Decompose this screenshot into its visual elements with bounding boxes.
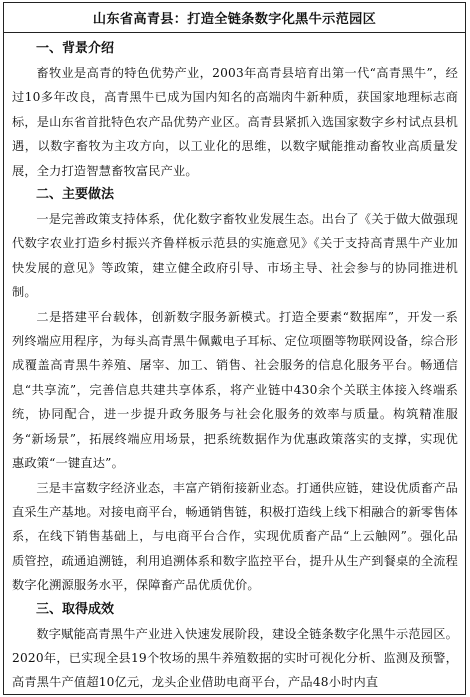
paragraph: 数字赋能高青黑牛产业进入快速发展阶段，建设全链条数字化黑牛示范园区。2020年，已实现全县19个牧场的黑牛养殖数据的实时可视化分析、监测及预警，高青黑牛产值超10亿元，龙头企业借助电商平台，产品48小时内直 (12, 626, 458, 690)
document-body (12, 37, 458, 695)
section-heading: 三、取得成效 (36, 601, 115, 617)
section-background (12, 37, 458, 183)
document-title: 山东省高青县：打造全链条数字化黑牛示范园区 (4, 3, 465, 33)
section-heading: 一、背景介绍 (36, 41, 115, 56)
paragraph: 二是搭建平台载体，创新数字服务新模式。打造全要素“数据库”，开发一系列终端应用程序，为每头高青黑牛佩戴电子耳标、定位项圈等物联网设备，综合形成覆盖高青黑牛养殖、屠宰、加工、销售、社会服务的信息化服务平台。畅通信息“共享流”，完善信息共建共享体系，将产业链中430余个关联主体接入终端系统，协同配合，进一步提升政务服务与社会化服务的效率与质量。构筑精准服务“新场景”，拓展终端应用场景，把系统数据作为优惠政策落实的支撑，实现优惠政策“一键直达”。 (12, 309, 458, 471)
section-heading: 二、主要做法 (36, 187, 115, 203)
paragraph: 畜牧业是高青的特色优势产业，2003年高青县培育出第一代“高青黑牛”，经过10多年改良，高青黑牛已成为国内知名的高端肉牛新种质，获国家地理标志商标，是山东省首批特色农产品优势产业区。高青县紧抓入选国家数字乡村试点县机遇，以数字畜牧为主攻方向，以工业化的思维，以数字赋能推动畜牧业高质量发展，全力打造智慧畜牧富民产业。 (12, 66, 458, 178)
document-frame (3, 2, 466, 695)
paragraph: 一是完善政策支持体系，优化数字畜牧业发展生态。出台了《关于做大做强现代数字农业打造乡村振兴齐鲁样板示范县的实施意见》《关于支持高青黑牛产业加快发展的意见》等政策，建立健全政府引导、市场主导、社会参与的协同推进机制。 (12, 212, 458, 300)
section-results (12, 598, 458, 695)
paragraph: 三是丰富数字经济业态，丰富产销衔接新业态。打通供应链，建设优质畜产品直采生产基地。对接电商平台，畅通销售链，积极打造线上线下相融合的新零售体系，在线下销售基础上，与电商平台合作，实现优质畜产品“上云触网”。强化品质管控，疏通追溯链，利用追溯体系和数字监控平台，提升从生产到餐桌的全流程数字化溯源服务水平，保障畜产品优质优价。 (12, 480, 458, 593)
section-main-practices (12, 183, 458, 598)
